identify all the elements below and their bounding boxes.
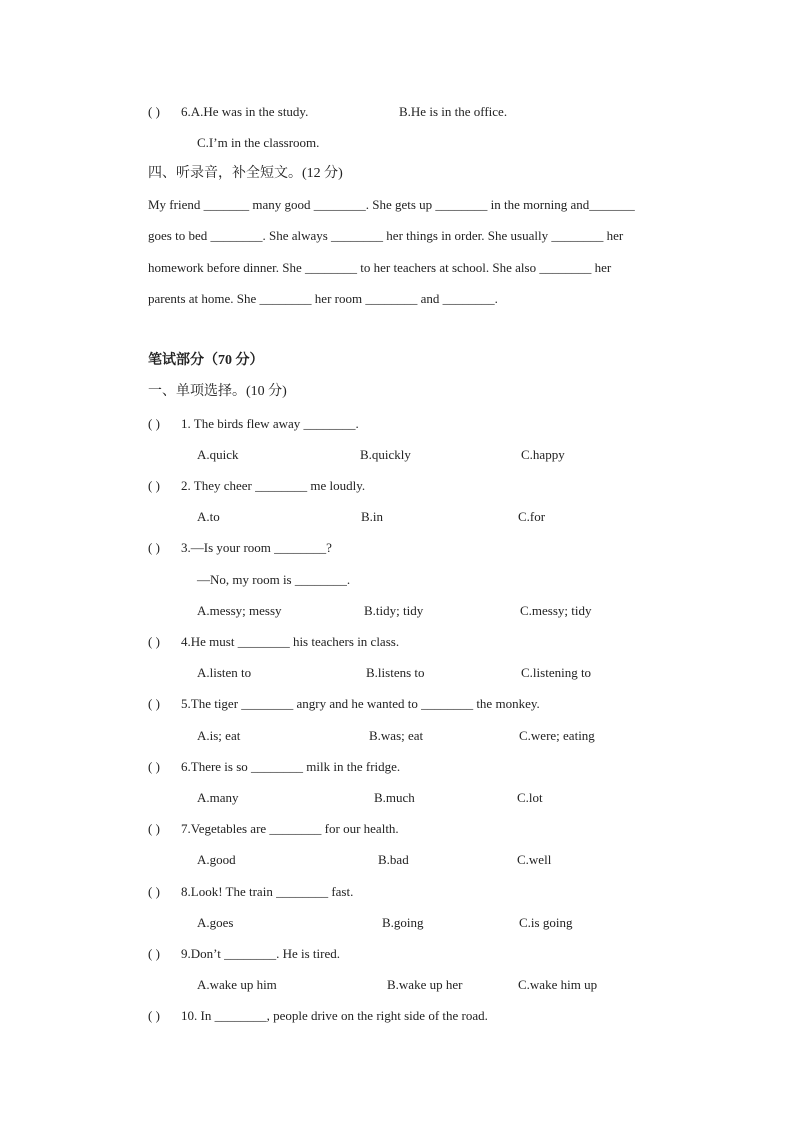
option-b: B.tidy; tidy [364,603,424,618]
option-a: A.is; eat [197,728,241,743]
written-part-title: 笔试部分（70 分） [148,353,264,368]
option-b: B.in [361,509,384,524]
option-c: C.wake him up [518,977,598,992]
question-stem: 4.He must ________ his teachers in class. [181,634,400,649]
answer-paren[interactable]: ( ) [148,104,160,119]
option-a: A.wake up him [197,977,277,992]
answer-paren[interactable]: ( ) [148,946,160,961]
passage-line-3: homework before dinner. She ________ to her teachers at school. She also ________ her [148,260,612,275]
option-c: C.for [518,509,546,524]
question-stem-line-2: —No, my room is ________. [197,572,351,587]
option-a: A.goes [197,915,234,930]
option-c: C.listening to [521,665,592,680]
answer-paren[interactable]: ( ) [148,1008,160,1023]
section-4-title: 四、听录音，补全短文。(12 分) [148,166,343,181]
answer-paren[interactable]: ( ) [148,884,160,899]
question-stem: 10. In ________, people drive on the right side of the road. [181,1008,488,1023]
option-a: A.many [197,790,239,805]
answer-paren[interactable]: ( ) [148,634,160,649]
option-b: B.wake up her [387,977,463,992]
option-c: C.were; eating [519,728,595,743]
answer-paren[interactable]: ( ) [148,540,160,555]
question-stem: 9.Don’t ________. He is tired. [181,946,340,961]
question-text: 6.A.He was in the study. [181,104,309,119]
answer-paren[interactable]: ( ) [148,416,160,431]
option-a: A.to [197,509,220,524]
option-c: C.is going [519,915,573,930]
option-b: B.listens to [366,665,425,680]
option-a: A.messy; messy [197,603,282,618]
option-c: C.well [517,852,552,867]
question-stem: 8.Look! The train ________ fast. [181,884,354,899]
option-a: A.listen to [197,665,252,680]
question-stem: 3.—Is your room ________? [181,540,332,555]
option-b: B.was; eat [369,728,424,743]
section-1-title: 一、单项选择。(10 分) [148,384,287,399]
option-c: C.messy; tidy [520,603,592,618]
option-c: C.happy [521,447,565,462]
passage-line-1: My friend _______ many good ________. She gets up ________ in the morning and_______ [148,197,635,212]
question-stem: 2. They cheer ________ me loudly. [181,478,366,493]
question-stem: 6.There is so ________ milk in the fridge. [181,759,401,774]
answer-paren[interactable]: ( ) [148,478,160,493]
option-a: A.good [197,852,236,867]
option-b: B.He is in the office. [399,104,508,119]
option-c: C.I’m in the classroom. [197,135,320,150]
answer-paren[interactable]: ( ) [148,821,160,836]
question-stem: 7.Vegetables are ________ for our health. [181,821,399,836]
passage-line-4: parents at home. She ________ her room ________ and ________. [148,291,498,306]
passage-line-2: goes to bed ________. She always ________ her things in order. She usually ________ her [148,228,624,243]
answer-paren[interactable]: ( ) [148,696,160,711]
question-stem: 5.The tiger ________ angry and he wanted to ________ the monkey. [181,696,540,711]
question-stem: 1. The birds flew away ________. [181,416,359,431]
option-b: B.much [374,790,415,805]
option-b: B.quickly [360,447,411,462]
option-c: C.lot [517,790,543,805]
option-a: A.quick [197,447,239,462]
answer-paren[interactable]: ( ) [148,759,160,774]
option-b: B.bad [378,852,409,867]
option-b: B.going [382,915,424,930]
